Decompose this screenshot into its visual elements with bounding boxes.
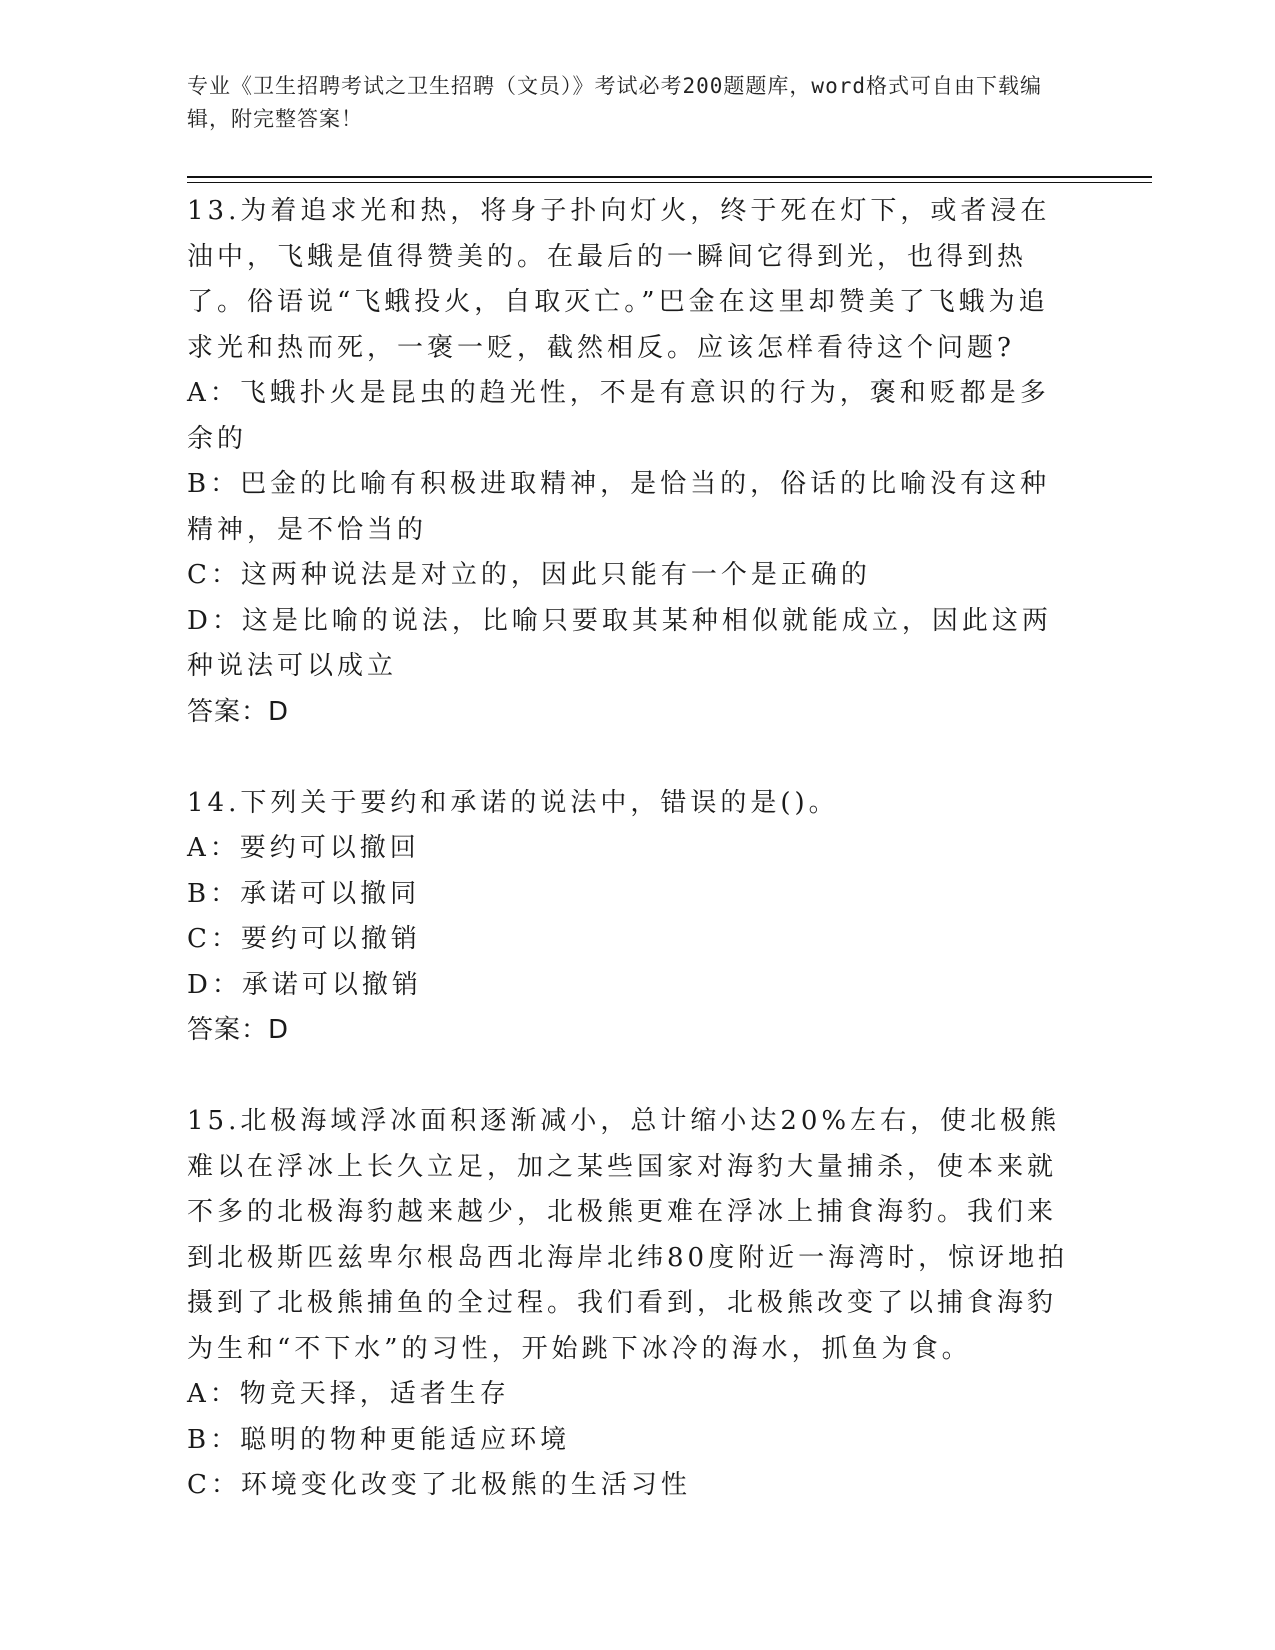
option-b: B：巴金的比喻有积极进取精神，是恰当的，俗话的比喻没有这种精神，是不恰当的 bbox=[187, 469, 1051, 545]
option-d: D：这是比喻的说法，比喻只要取其某种相似就能成立，因此这两种说法可以成立 bbox=[187, 605, 1052, 681]
header-divider-thick bbox=[187, 176, 1152, 178]
option-b: B：承诺可以撤同 bbox=[187, 878, 421, 909]
question-text: 14.下列关于要约和承诺的说法中，错误的是()。 bbox=[187, 787, 839, 818]
question-text: 15.北极海域浮冰面积逐渐减小，总计缩小达20%左右，使北极熊难以在浮冰上长久立足，加之某些国家对海豹大量捕杀，使本来就不多的北极海豹越来越少，北极熊更难在浮冰上捕食海豹。我们来到北极斯匹兹卑尔根岛西北海岸北纬80度附近一海湾时，惊讶地拍摄到了北极熊捕鱼的全过程。我们看到，北极熊改变了以捕食海豹为生和“不下水”的习性，开始跳下冰冷的海水，抓鱼为食。 bbox=[187, 1106, 1069, 1364]
question-spacer bbox=[187, 735, 1072, 781]
document-header: 专业《卫生招聘考试之卫生招聘（文员）》考试必考200题题库，word格式可自由下载编辑，附完整答案！ bbox=[187, 74, 1042, 131]
answer: 答案：D bbox=[187, 1015, 290, 1045]
option-a: A：要约可以撤回 bbox=[187, 833, 420, 863]
question-spacer bbox=[187, 1054, 1072, 1100]
option-d: D：承诺可以撤销 bbox=[187, 969, 422, 1000]
option-c: C：这两种说法是对立的，因此只能有一个是正确的 bbox=[187, 560, 871, 590]
question-text: 13.为着追求光和热，将身子扑向灯火，终于死在灯下，或者浸在油中，飞蛾是值得赞美的。在最后的一瞬间它得到光，也得到热了。俗语说“飞蛾投火，自取灭亡。”巴金在这里却赞美了飞蛾为追求光和热而死，一褒一贬，截然相反。应该怎样看待这个问题? bbox=[187, 196, 1051, 363]
question-list bbox=[187, 189, 1072, 1509]
question-15 bbox=[187, 1099, 1072, 1509]
header-divider-thin bbox=[187, 182, 1152, 183]
option-b: B：聪明的物种更能适应环境 bbox=[187, 1424, 571, 1455]
option-a: A：飞蛾扑火是昆虫的趋光性，不是有意识的行为，褒和贬都是多余的 bbox=[187, 378, 1050, 454]
option-c: C：环境变化改变了北极熊的生活习性 bbox=[187, 1470, 691, 1500]
question-14 bbox=[187, 781, 1072, 1054]
option-c: C：要约可以撤销 bbox=[187, 924, 421, 954]
option-a: A：物竞天择，适者生存 bbox=[187, 1379, 510, 1409]
answer: 答案：D bbox=[187, 696, 290, 727]
question-13 bbox=[187, 189, 1072, 735]
